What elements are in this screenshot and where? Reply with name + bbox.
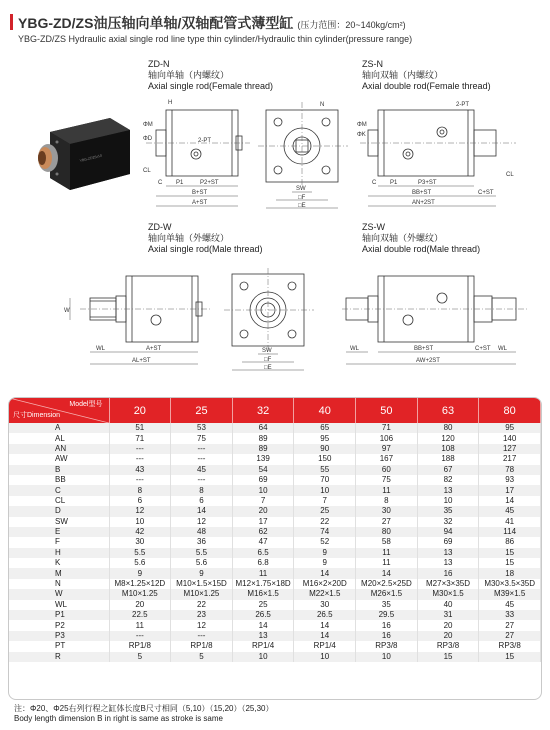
value-cell: 45 — [479, 506, 541, 516]
value-cell: 26.5 — [232, 610, 294, 620]
table-row — [9, 548, 541, 558]
zd-w-code: ZD-W — [148, 222, 172, 232]
value-cell: 6 — [109, 496, 171, 506]
svg-text:YBG-ZD25x10: YBG-ZD25x10 — [79, 153, 103, 163]
value-cell: 14 — [294, 568, 356, 578]
model-header-cell: 50 — [356, 398, 418, 423]
value-cell: 17 — [479, 485, 541, 495]
zs-dim-p3st: P3+ST — [418, 180, 437, 186]
zs-dim-pm: ΦM — [357, 122, 367, 128]
dimension-cell: AL — [9, 433, 109, 443]
zd-n-cn: 轴向单轴（内螺纹） — [148, 70, 230, 80]
zd-n-code: ZD-N — [148, 59, 170, 69]
value-cell: 20 — [109, 600, 171, 610]
table-row — [9, 558, 541, 568]
value-cell: 20 — [417, 620, 479, 630]
model-header-cell: 32 — [232, 398, 294, 423]
value-cell: M39×1.5 — [479, 589, 541, 599]
value-cell: 97 — [356, 444, 418, 454]
table-row — [9, 641, 541, 651]
value-cell: 11 — [356, 558, 418, 568]
zs-dim-c: C — [372, 180, 377, 186]
value-cell: 82 — [417, 475, 479, 485]
table-row — [9, 433, 541, 443]
value-cell: M16×1.5 — [232, 589, 294, 599]
dim-p2st: P2+ST — [200, 180, 219, 186]
value-cell: 74 — [294, 527, 356, 537]
value-cell: M30×1.5 — [417, 589, 479, 599]
value-cell: M12×1.75×18D — [232, 579, 294, 589]
value-cell: --- — [171, 631, 233, 641]
value-cell: 25 — [294, 506, 356, 516]
zd-w-end-drawing — [224, 268, 316, 380]
dimension-cell: D — [9, 506, 109, 516]
value-cell: 35 — [417, 506, 479, 516]
dimension-cell: P1 — [9, 610, 109, 620]
zs-dim-an2st: AN+2ST — [412, 200, 435, 206]
model-header-cell: 63 — [417, 398, 479, 423]
table-row — [9, 537, 541, 547]
dim-f: □F — [298, 195, 306, 201]
table-row — [9, 517, 541, 527]
value-cell: 5.6 — [171, 558, 233, 568]
dimension-cell: R — [9, 652, 109, 662]
value-cell: 47 — [232, 537, 294, 547]
dim-c: C — [158, 180, 163, 186]
zd-w-label — [148, 222, 263, 255]
page-header — [10, 10, 540, 52]
dimension-cell: F — [9, 537, 109, 547]
value-cell: 51 — [109, 423, 171, 433]
zs-w-label — [362, 222, 480, 255]
value-cell: 40 — [417, 600, 479, 610]
zdw-dim-f: □F — [264, 357, 272, 363]
value-cell: 62 — [232, 527, 294, 537]
table-row — [9, 620, 541, 630]
value-cell: 20 — [417, 631, 479, 641]
model-header-cell: 80 — [479, 398, 541, 423]
value-cell: 75 — [356, 475, 418, 485]
value-cell: 9 — [294, 548, 356, 558]
value-cell: 65 — [294, 423, 356, 433]
value-cell: 55 — [294, 465, 356, 475]
zdw-dim-w: W — [64, 308, 70, 314]
zs-w-side-drawing — [342, 268, 530, 380]
dimension-cell: A — [9, 423, 109, 433]
value-cell: 89 — [232, 433, 294, 443]
zdw-dim-sw: SW — [262, 348, 272, 354]
value-cell: 5.6 — [109, 558, 171, 568]
value-cell: 9 — [171, 568, 233, 578]
value-cell: 30 — [294, 600, 356, 610]
corner-dimension-label: 尺寸Dimension — [13, 412, 61, 419]
value-cell: 22.5 — [109, 610, 171, 620]
value-cell: RP1/8 — [171, 641, 233, 651]
value-cell: 114 — [479, 527, 541, 537]
dimension-cell: E — [9, 527, 109, 537]
value-cell: 14 — [294, 631, 356, 641]
table-row — [9, 610, 541, 620]
value-cell: 54 — [232, 465, 294, 475]
value-cell: 12 — [171, 620, 233, 630]
value-cell: 75 — [171, 433, 233, 443]
dimension-cell: BB — [9, 475, 109, 485]
zs-n-cn: 轴向双轴（内螺纹） — [362, 70, 444, 80]
value-cell: 58 — [356, 537, 418, 547]
value-cell: 13 — [417, 558, 479, 568]
zdw-dim-alst: AL+ST — [132, 358, 151, 364]
value-cell: 11 — [232, 568, 294, 578]
zdw-dim-e: □E — [264, 365, 272, 371]
table-row — [9, 423, 541, 433]
table-corner-cell — [9, 398, 109, 423]
dim-pm: ΦM — [143, 122, 153, 128]
zdw-dim-wl: WL — [96, 346, 105, 352]
value-cell: 17 — [232, 517, 294, 527]
value-cell: M20×2.5×25D — [356, 579, 418, 589]
value-cell: 60 — [356, 465, 418, 475]
value-cell: M22×1.5 — [294, 589, 356, 599]
zd-w-cn: 轴向单轴（外螺纹） — [148, 233, 230, 243]
value-cell: 139 — [232, 454, 294, 464]
zs-dim-cl: CL — [506, 172, 514, 178]
value-cell: 5 — [109, 652, 171, 662]
value-cell: 89 — [232, 444, 294, 454]
dimension-cell: N — [9, 579, 109, 589]
value-cell: 11 — [356, 485, 418, 495]
value-cell: --- — [171, 454, 233, 464]
zd-n-en: Axial single rod(Female thread) — [148, 81, 274, 91]
value-cell: 14 — [171, 506, 233, 516]
table-row — [9, 444, 541, 454]
table-row — [9, 496, 541, 506]
note-en: Body length dimension B in right is same as stroke is same — [14, 714, 223, 723]
value-cell: 48 — [171, 527, 233, 537]
spec-table-container — [8, 397, 542, 700]
value-cell: 95 — [294, 433, 356, 443]
zs-dim-pk: ΦK — [357, 132, 366, 138]
zs-dim-p1: P1 — [390, 180, 398, 186]
value-cell: 16 — [356, 620, 418, 630]
zs-dim-pt: 2-PT — [456, 102, 470, 108]
value-cell: 36 — [171, 537, 233, 547]
zd-w-en: Axial single rod(Male thread) — [148, 244, 263, 254]
table-row — [9, 465, 541, 475]
value-cell: 94 — [417, 527, 479, 537]
value-cell: 33 — [479, 610, 541, 620]
value-cell: RP3/8 — [356, 641, 418, 651]
value-cell: 35 — [356, 600, 418, 610]
value-cell: 9 — [294, 558, 356, 568]
value-cell: 5.5 — [109, 548, 171, 558]
dim-n: N — [320, 102, 325, 108]
corner-model-label: Model型号 — [69, 401, 103, 408]
value-cell: 10 — [294, 485, 356, 495]
value-cell: 13 — [232, 631, 294, 641]
table-row — [9, 600, 541, 610]
dimension-cell: P2 — [9, 620, 109, 630]
zs-n-label — [362, 59, 491, 92]
dimension-cell: B — [9, 465, 109, 475]
value-cell: 6.5 — [232, 548, 294, 558]
dimension-cell: SW — [9, 517, 109, 527]
value-cell: --- — [109, 454, 171, 464]
value-cell: 27 — [479, 620, 541, 630]
dimension-cell: WL — [9, 600, 109, 610]
zsw-dim-bbst: BB+ST — [414, 346, 434, 352]
value-cell: 15 — [417, 652, 479, 662]
value-cell: 10 — [356, 652, 418, 662]
table-header-row — [9, 398, 541, 423]
value-cell: 69 — [232, 475, 294, 485]
value-cell: 26.5 — [294, 610, 356, 620]
page-subtitle: YBG-ZD/ZS Hydraulic axial single rod line type thin cylinder/Hydraulic thin cylinder(pressure range) — [18, 34, 413, 44]
value-cell: 7 — [232, 496, 294, 506]
dimension-cell: P3 — [9, 631, 109, 641]
zs-w-en: Axial double rod(Male thread) — [362, 244, 481, 254]
value-cell: 15 — [479, 558, 541, 568]
value-cell: 41 — [479, 517, 541, 527]
value-cell: 5 — [171, 652, 233, 662]
value-cell: 14 — [356, 568, 418, 578]
page-title — [18, 13, 406, 33]
value-cell: 42 — [109, 527, 171, 537]
value-cell: 140 — [479, 433, 541, 443]
value-cell: M10×1.5×15D — [171, 579, 233, 589]
zdw-dim-ast: A+ST — [146, 346, 162, 352]
value-cell: RP1/4 — [294, 641, 356, 651]
value-cell: 22 — [171, 600, 233, 610]
value-cell: 64 — [232, 423, 294, 433]
value-cell: 80 — [417, 423, 479, 433]
value-cell: 90 — [294, 444, 356, 454]
value-cell: 43 — [109, 465, 171, 475]
value-cell: 52 — [294, 537, 356, 547]
value-cell: 5.5 — [171, 548, 233, 558]
value-cell: 70 — [294, 475, 356, 485]
zs-n-code: ZS-N — [362, 59, 383, 69]
zs-dim-cst: C+ST — [478, 190, 494, 196]
spec-table — [9, 398, 541, 662]
value-cell: 27 — [479, 631, 541, 641]
table-row — [9, 485, 541, 495]
value-cell: 11 — [356, 548, 418, 558]
table-row — [9, 506, 541, 516]
zs-n-en: Axial double rod(Female thread) — [362, 81, 491, 91]
value-cell: RP1/8 — [109, 641, 171, 651]
value-cell: RP3/8 — [417, 641, 479, 651]
dimension-cell: AW — [9, 454, 109, 464]
value-cell: 106 — [356, 433, 418, 443]
value-cell: 53 — [171, 423, 233, 433]
dim-pt: 2-PT — [198, 138, 212, 144]
value-cell: 10 — [294, 652, 356, 662]
header-accent-bar — [10, 14, 13, 30]
value-cell: 29.5 — [356, 610, 418, 620]
value-cell: 14 — [232, 620, 294, 630]
value-cell: --- — [171, 444, 233, 454]
value-cell: 95 — [479, 423, 541, 433]
value-cell: 11 — [109, 620, 171, 630]
value-cell: 9 — [109, 568, 171, 578]
value-cell: M27×3×35D — [417, 579, 479, 589]
value-cell: 7 — [294, 496, 356, 506]
value-cell: 150 — [294, 454, 356, 464]
value-cell: 8 — [109, 485, 171, 495]
zsw-dim-wl-left: WL — [350, 346, 359, 352]
value-cell: M30×3.5×35D — [479, 579, 541, 589]
value-cell: 15 — [479, 548, 541, 558]
table-row — [9, 475, 541, 485]
zd-n-label — [148, 59, 273, 92]
value-cell: RP3/8 — [479, 641, 541, 651]
value-cell: 12 — [109, 506, 171, 516]
value-cell: --- — [109, 475, 171, 485]
zsw-dim-aw2st: AW+2ST — [416, 358, 440, 364]
dim-bst: B+ST — [192, 190, 208, 196]
dimension-cell: AN — [9, 444, 109, 454]
dimension-cell: H — [9, 548, 109, 558]
value-cell: M10×1.25 — [109, 589, 171, 599]
value-cell: 10 — [232, 652, 294, 662]
dimension-cell: K — [9, 558, 109, 568]
value-cell: 22 — [294, 517, 356, 527]
zs-w-code: ZS-W — [362, 222, 385, 232]
dim-h: H — [168, 100, 173, 106]
value-cell: 108 — [417, 444, 479, 454]
value-cell: 127 — [479, 444, 541, 454]
table-row — [9, 589, 541, 599]
value-cell: 32 — [417, 517, 479, 527]
value-cell: 23 — [171, 610, 233, 620]
value-cell: 120 — [417, 433, 479, 443]
value-cell: 78 — [479, 465, 541, 475]
zd-w-side-drawing — [60, 268, 220, 380]
value-cell: --- — [171, 475, 233, 485]
value-cell: 10 — [417, 496, 479, 506]
value-cell: 13 — [417, 485, 479, 495]
dimension-cell: M — [9, 568, 109, 578]
zs-n-side-drawing — [356, 96, 526, 218]
dim-sw: SW — [296, 186, 306, 192]
value-cell: 10 — [232, 485, 294, 495]
value-cell: 15 — [479, 652, 541, 662]
model-header-cell: 40 — [294, 398, 356, 423]
value-cell: 188 — [417, 454, 479, 464]
value-cell: 10 — [109, 517, 171, 527]
zd-n-end-drawing — [258, 96, 350, 218]
value-cell: 30 — [109, 537, 171, 547]
value-cell: 45 — [171, 465, 233, 475]
value-cell: 86 — [479, 537, 541, 547]
dim-ast: A+ST — [192, 200, 208, 206]
title-text: YBG-ZD/ZS油压轴向单轴/双轴配管式薄型缸 — [18, 15, 294, 31]
value-cell: 18 — [479, 568, 541, 578]
zs-w-cn: 轴向双轴（外螺纹） — [362, 233, 444, 243]
value-cell: 27 — [356, 517, 418, 527]
pressure-range: (压力范围：20~140kg/cm²) — [297, 20, 406, 30]
table-row — [9, 579, 541, 589]
model-header-cell: 25 — [171, 398, 233, 423]
zs-dim-bbst: BB+ST — [412, 190, 432, 196]
dim-pd: ΦD — [143, 136, 153, 142]
value-cell: 167 — [356, 454, 418, 464]
table-row — [9, 568, 541, 578]
dim-p1: P1 — [176, 180, 184, 186]
product-photo — [30, 112, 136, 198]
value-cell: 217 — [479, 454, 541, 464]
value-cell: 80 — [356, 527, 418, 537]
table-row — [9, 527, 541, 537]
value-cell: 8 — [356, 496, 418, 506]
dimension-cell: W — [9, 589, 109, 599]
value-cell: 30 — [356, 506, 418, 516]
value-cell: 71 — [109, 433, 171, 443]
table-row — [9, 454, 541, 464]
value-cell: 8 — [171, 485, 233, 495]
value-cell: 13 — [417, 548, 479, 558]
note-cn: 注：Φ20、Φ25右列行程之缸体长度B尺寸相同（5,10）（15,20）（25,30） — [14, 704, 274, 713]
value-cell: M26×1.5 — [356, 589, 418, 599]
value-cell: 16 — [356, 631, 418, 641]
value-cell: 12 — [171, 517, 233, 527]
value-cell: 67 — [417, 465, 479, 475]
value-cell: 45 — [479, 600, 541, 610]
value-cell: 14 — [479, 496, 541, 506]
model-header-cell: 20 — [109, 398, 171, 423]
value-cell: M10×1.25 — [171, 589, 233, 599]
zsw-dim-wl-right: WL — [498, 346, 507, 352]
value-cell: 6.8 — [232, 558, 294, 568]
dimension-cell: C — [9, 485, 109, 495]
table-row — [9, 631, 541, 641]
value-cell: 6 — [171, 496, 233, 506]
value-cell: RP1/4 — [232, 641, 294, 651]
value-cell: --- — [109, 444, 171, 454]
table-row — [9, 652, 541, 662]
dim-cl: CL — [143, 168, 151, 174]
dimension-cell: CL — [9, 496, 109, 506]
zsw-dim-cst: C+ST — [475, 346, 491, 352]
zd-n-side-drawing — [142, 96, 254, 218]
value-cell: 20 — [232, 506, 294, 516]
value-cell: 71 — [356, 423, 418, 433]
value-cell: 16 — [417, 568, 479, 578]
value-cell: 93 — [479, 475, 541, 485]
value-cell: 31 — [417, 610, 479, 620]
value-cell: --- — [109, 631, 171, 641]
value-cell: 25 — [232, 600, 294, 610]
value-cell: 69 — [417, 537, 479, 547]
value-cell: 14 — [294, 620, 356, 630]
dim-e: □E — [298, 203, 306, 209]
value-cell: M8×1.25×12D — [109, 579, 171, 589]
dimension-cell: PT — [9, 641, 109, 651]
value-cell: M16×2×20D — [294, 579, 356, 589]
